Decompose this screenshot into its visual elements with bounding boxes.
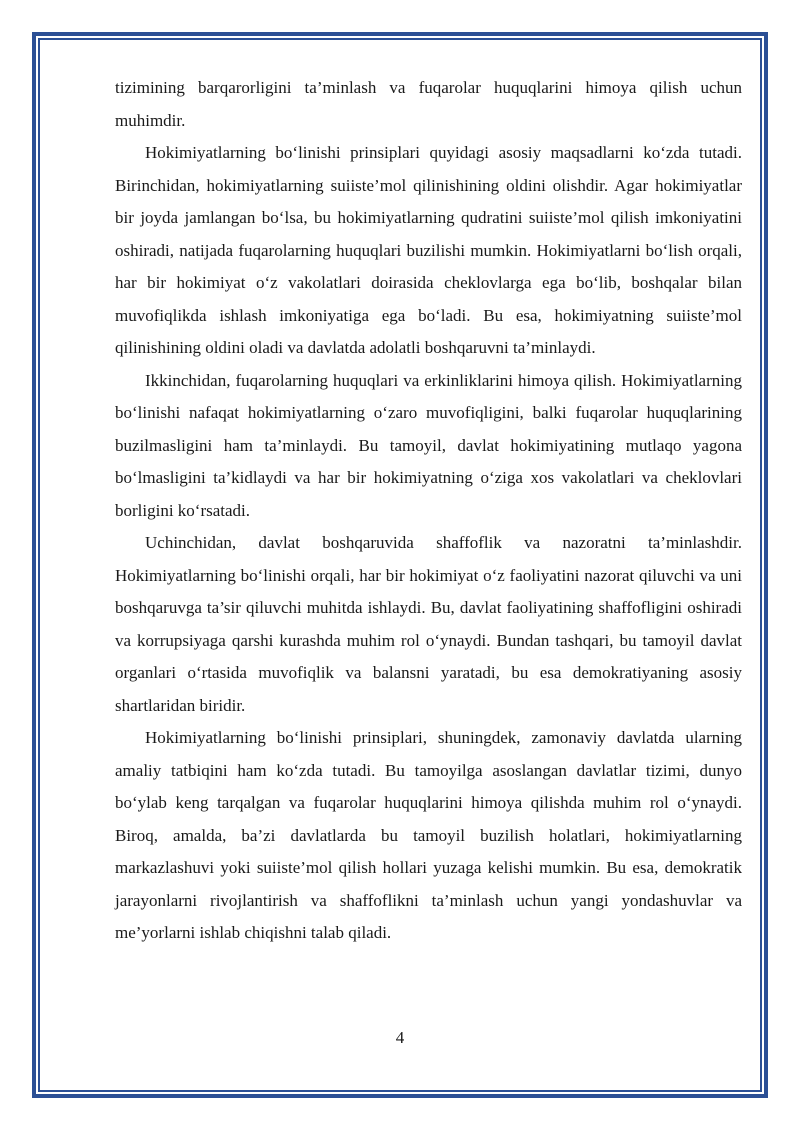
paragraph-5: Hokimiyatlarning bo‘linishi prinsiplari, shuningdek, zamonaviy davlatda ularning amaliy tatbiqini ham ko‘zda tutadi. Bu tamoyilga asoslangan davlatlar tizimi, dunyo bo‘ylab keng tarqalgan va fuqarolar huquqlarini himoya qilishda muhim rol o‘ynaydi. Biroq, amalda, ba’zi davlatlarda bu tamoyil buzilish holatlari, hokimiyatlarning markazlashuvi yoki suiiste’mol qilish hollari yuzaga kelishi mumkin. Bu esa, demokratik jarayonlarni rivojlantirish va shaffoflikni ta’minlash uchun yangi yondashuvlar va me’yorlarni ishlab chiqishni talab qiladi. (115, 728, 742, 942)
page-number: 4 (395, 1028, 405, 1047)
paragraph-3: Ikkinchidan, fuqarolarning huquqlari va erkinliklarini himoya qilish. Hokimiyatlarning bo‘linishi nafaqat hokimiyatlarning o‘zaro muvofiqligini, balki fuqarolar huquqlarining buzilmasligini ham ta’minlaydi. Bu tamoyil, davlat hokimiyatining mutlaqo yagona bo‘lmasligini ta’kidlaydi va har bir hokimiyatning o‘ziga xos vakolatlari va cheklovlari borligini ko‘rsatadi. (115, 370, 742, 520)
paragraph-2: Hokimiyatlarning bo‘linishi prinsiplari quyidagi asosiy maqsadlarni ko‘zda tutadi. Birinchidan, hokimiyatlarning suiiste’mol qilinishining oldini olishdir. Agar hokimiyatlar bir joyda jamlangan bo‘lsa, bu hokimiyatlarning qudratini suiiste’mol qilish imkoniyatini oshiradi, natijada fuqarolarning huquqlari buzilishi mumkin. Hokimiyatlarni bo‘lish orqali, har bir hokimiyat o‘z vakolatlari doirasida cheklovlarga ega bo‘lib, boshqalar bilan muvofiqlikda ishlash imkoniyatiga ega bo‘ladi. Bu esa, hokimiyatning suiiste’mol qilinishining oldini oladi va davlatda adolatli boshqaruvni ta’minlaydi. (115, 143, 742, 357)
document-body (115, 72, 742, 950)
paragraph-4: Uchinchidan, davlat boshqaruvida shaffoflik va nazoratni ta’minlashdir. Hokimiyatlarning bo‘linishi orqali, har bir hokimiyat o‘z faoliyatini nazorat qiluvchi va uni boshqaruvga ta’sir qiluvchi muhitda ishlaydi. Bu, davlat faoliyatining shaffofligini oshiradi va korrupsiyaga qarshi kurashda muhim rol o‘ynaydi. Bundan tashqari, bu tamoyil davlat organlari o‘rtasida muvofiqlik va balansni yaratadi, bu esa demokratiyaning asosiy shartlaridan biridir. (115, 533, 742, 715)
paragraph-1: tizimining barqarorligini ta’minlash va fuqarolar huquqlarini himoya qilish uchun muhimdir. (115, 78, 742, 130)
